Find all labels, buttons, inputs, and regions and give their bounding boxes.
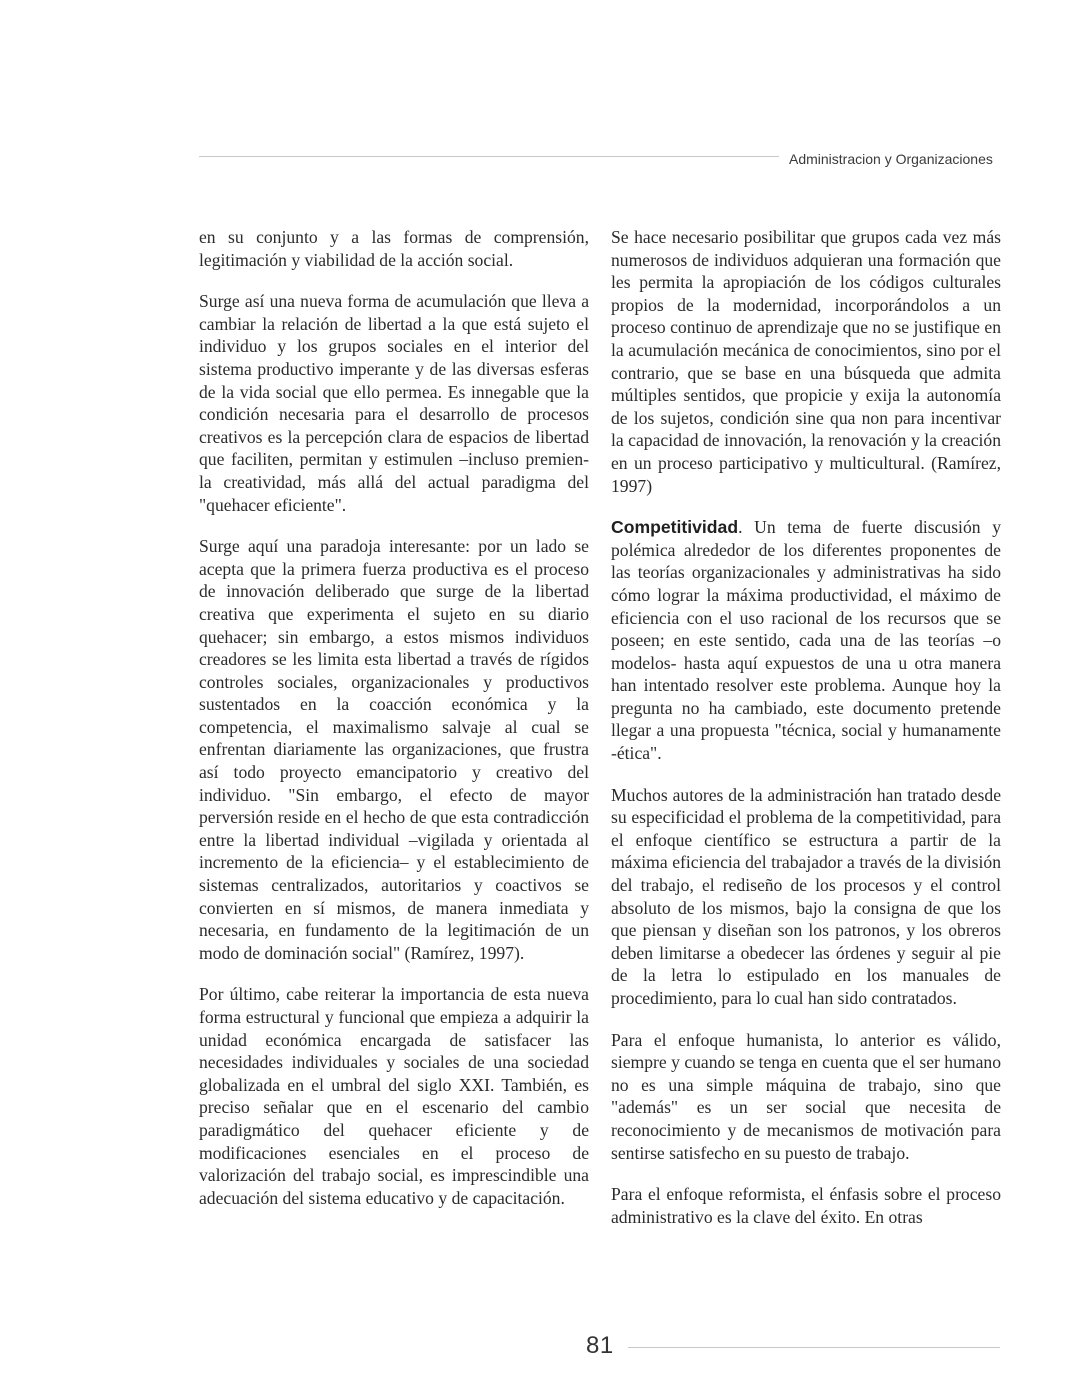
footer-rule xyxy=(628,1347,1000,1348)
paragraph: Para el enfoque reformista, el énfasis sobre el proceso administrativo es la clave del éxito. En otras xyxy=(611,1184,1001,1227)
paragraph: Se hace necesario posibilitar que grupos cada vez más numerosos de individuos adquieran una formación que les permita la apropiación de los códigos culturales propios de la modernidad, incorporándolos a un proceso continuo de aprendizaje que no se justifique en la acumulación mecánica de conocimientos, sino por el contrario, que se base en una búsqueda que admita múltiples sentidos, que propicie y exija la autonomía de los sujetos, condición sine qua non para incentivar la capacidad de innovación, la renovación y la creación en un proceso participativo y multicultural. (Ramírez, 1997) xyxy=(611,227,1001,496)
paragraph: Para el enfoque humanista, lo anterior es válido, siempre y cuando se tenga en cuenta que el ser humano no es una simple máquina de trabajo, sino que "además" es un ser social que necesita de reconocimiento y de mecanismos de motivación para sentirse satisfecho en su puesto de trabajo. xyxy=(611,1029,1001,1163)
section-paragraph xyxy=(611,516,1001,765)
paragraph: Surge así una nueva forma de acumulación que lleva a cambiar la relación de libertad a la que está sujeto el individuo y los grupos sociales en el interior del sistema productivo imperante y de las diversas esferas de la vida social que ello permea. Es innegable que la condición necesaria para el desarrollo de procesos creativos es la percepción clara de espacios de libertad que faciliten, permitan y estimulen –incluso premien- la creatividad, más allá del actual paradigma del "quehacer eficiente". xyxy=(199,291,589,515)
paragraph: Muchos autores de la administración han tratado desde su especificidad el problema de la competitividad, para el enfoque científico se estructura a partir de la máxima eficiencia del trabajador a través de la división del trabajo, el rediseño de los procesos y el control absoluto de los mismos, bajo la consigna de que los que piensan y diseñan son los patronos, y los obreros deben limitarse a obedecer las órdenes y seguir al pie de la letra lo estipulado en los manuales de procedimiento, para lo cual han sido contratados. xyxy=(611,784,1001,1008)
running-header-title: Administracion y Organizaciones xyxy=(789,151,993,167)
paragraph: Por último, cabe reiterar la importancia de esta nueva forma estructural y funcional que empieza a adquirir la unidad económica encargada de satisfacer las necesidades individuales y sociales de una sociedad globalizada en el umbral del siglo XXI. También, es preciso señalar que en el escenario del cambio paradigmático del quehacer eficiente y de modificaciones esenciales en el proceso de valorización del trabajo social, es imprescindible una adecuación del sistema educativo y de capacitación. xyxy=(199,984,589,1208)
section-term: Competitividad xyxy=(611,517,739,538)
section-body: . Un tema de fuerte discusión y polémica alrededor de los diferentes proponentes de las teorías organizacionales y administrativas ha sido cómo lograr la máxima productividad, el máximo de eficiencia con el uso racional de los recursos que se poseen; en este sentido, cada una de las teorías –o modelos- hasta aquí expuestos de una u otra manera han intentado resolver este problema. Aunque hoy la pregunta no ha cambiado, este documento pretende llegar a una propuesta "técnica, social y humanamente -ética". xyxy=(611,517,1001,764)
left-column xyxy=(199,226,589,1228)
header-rule xyxy=(199,156,779,157)
paragraph: Surge aquí una paradoja interesante: por un lado se acepta que la primera fuerza productiva es el proceso de innovación deliberado que surge de la libertad creativa que experimenta el sujeto en su diario quehacer; sin embargo, a estos mismos individuos creadores se les limita esta libertad a través de rígidos controles sociales, organizacionales y productivos sustentados en la coacción económica y la competencia, el maximalismo salvaje al cual se enfrentan diariamente las organizaciones, que frustra así todo proyecto emancipatorio y creativo del individuo. "Sin embargo, el efecto de mayor perversión reside en el hecho de que esta contradicción entre la libertad individual –vigilada y orientada al incremento de la eficiencia– y el establecimiento de sistemas centralizados, autoritarios y coactivos se convierten en sí mismos, de manera inmediata y necesaria, en fundamento de la legitimación de un modo de dominación social" (Ramírez, 1997). xyxy=(199,536,589,963)
paragraph: en su conjunto y a las formas de comprensión, legitimación y viabilidad de la acción social. xyxy=(199,227,589,270)
right-column xyxy=(611,226,1001,1247)
page-number: 81 xyxy=(586,1332,614,1359)
